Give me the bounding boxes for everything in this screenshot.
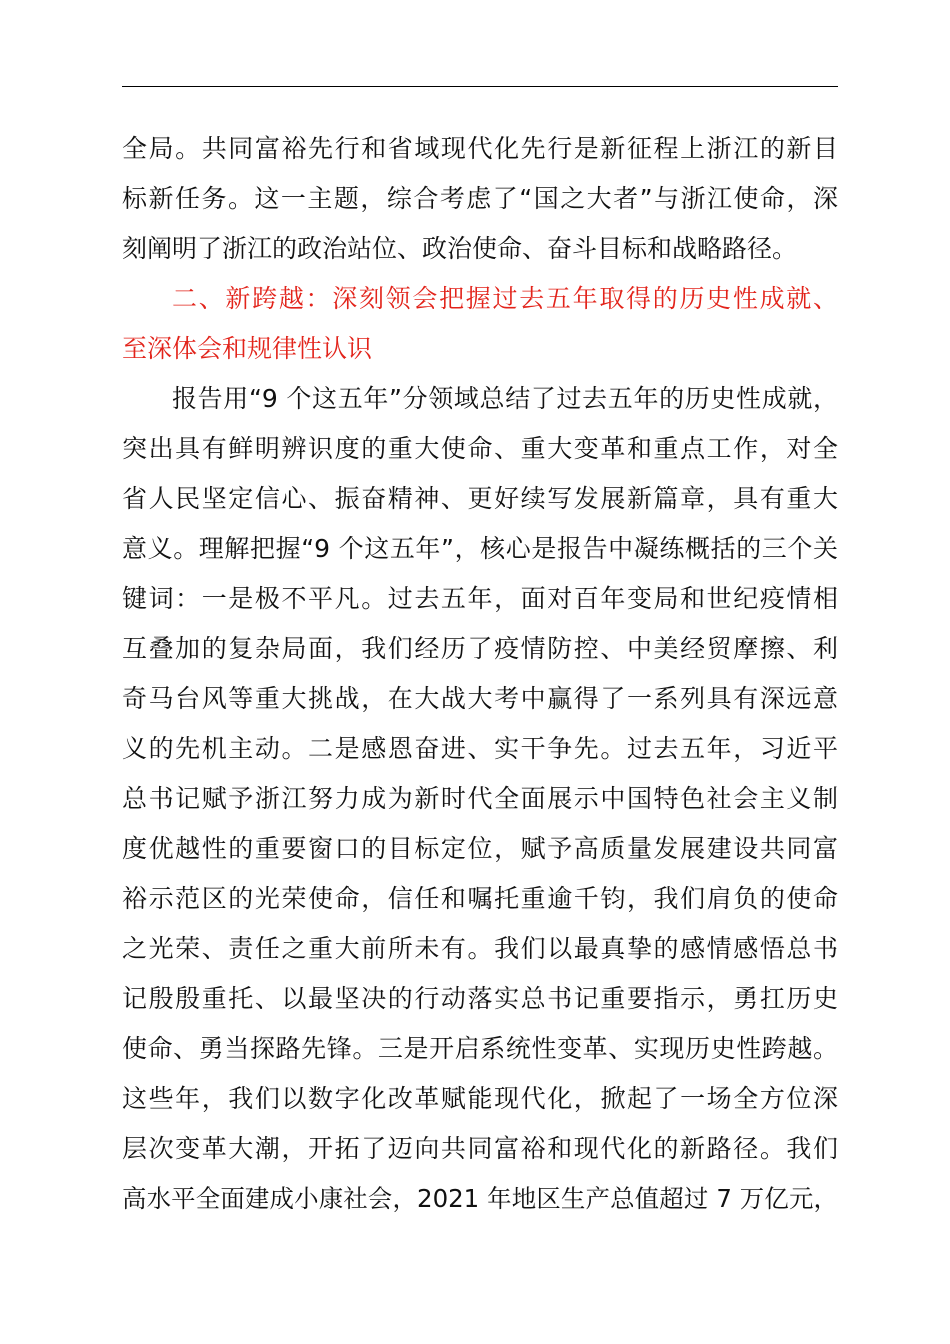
- text-line: 层次变革大潮，开拓了迈向共同富裕和现代化的新路径。我们: [122, 1134, 838, 1163]
- text-line: 这些年，我们以数字化改革赋能现代化，掀起了一场全方位深: [122, 1084, 838, 1113]
- heading-line: 至深体会和规律性认识: [122, 334, 373, 363]
- text-line: 互叠加的复杂局面，我们经历了疫情防控、中美经贸摩擦、利: [122, 634, 838, 663]
- continued-paragraph: [122, 124, 838, 274]
- text-line: 义的先机主动。二是感恩奋进、实干争先。过去五年，习近平: [122, 734, 838, 763]
- text-line: 键词：一是极不平凡。过去五年，面对百年变局和世纪疫情相: [122, 584, 838, 613]
- text-line: 突出具有鲜明辨识度的重大使命、重大变革和重点工作，对全: [122, 434, 838, 463]
- header-rule: [122, 86, 838, 87]
- text-line: 裕示范区的光荣使命，信任和嘱托重逾千钧，我们肩负的使命: [122, 884, 838, 913]
- text-line: 刻阐明了浙江的政治站位、政治使命、奋斗目标和战略路径。: [122, 234, 798, 263]
- text-line: 使命、勇当探路先锋。三是开启系统性变革、实现历史性跨越。: [122, 1034, 838, 1063]
- body-paragraph: [122, 374, 838, 1224]
- section-heading: [122, 274, 838, 374]
- text-line: 高水平全面建成小康社会，2021 年地区生产总值超过 7 万亿元，: [122, 1184, 838, 1213]
- text-line: 度优越性的重要窗口的目标定位，赋予高质量发展建设共同富: [122, 834, 838, 863]
- text-line: 意义。理解把握“9 个这五年”，核心是报告中凝练概括的三个关: [122, 534, 838, 563]
- text-line: 总书记赋予浙江努力成为新时代全面展示中国特色社会主义制: [122, 784, 838, 813]
- text-line: 报告用“9 个这五年”分领域总结了过去五年的历史性成就，: [172, 384, 838, 413]
- heading-line: 二、新跨越：深刻领会把握过去五年取得的历史性成就、: [172, 284, 838, 313]
- text-line: 全局。共同富裕先行和省域现代化先行是新征程上浙江的新目: [122, 134, 838, 163]
- document-body: [122, 124, 838, 1224]
- text-line: 省人民坚定信心、振奋精神、更好续写发展新篇章，具有重大: [122, 484, 838, 513]
- text-line: 记殷殷重托、以最坚决的行动落实总书记重要指示，勇扛历史: [122, 984, 838, 1013]
- text-line: 标新任务。这一主题，综合考虑了“国之大者”与浙江使命，深: [122, 184, 838, 213]
- text-line: 奇马台风等重大挑战，在大战大考中赢得了一系列具有深远意: [122, 684, 838, 713]
- text-line: 之光荣、责任之重大前所未有。我们以最真挚的感情感悟总书: [122, 934, 838, 963]
